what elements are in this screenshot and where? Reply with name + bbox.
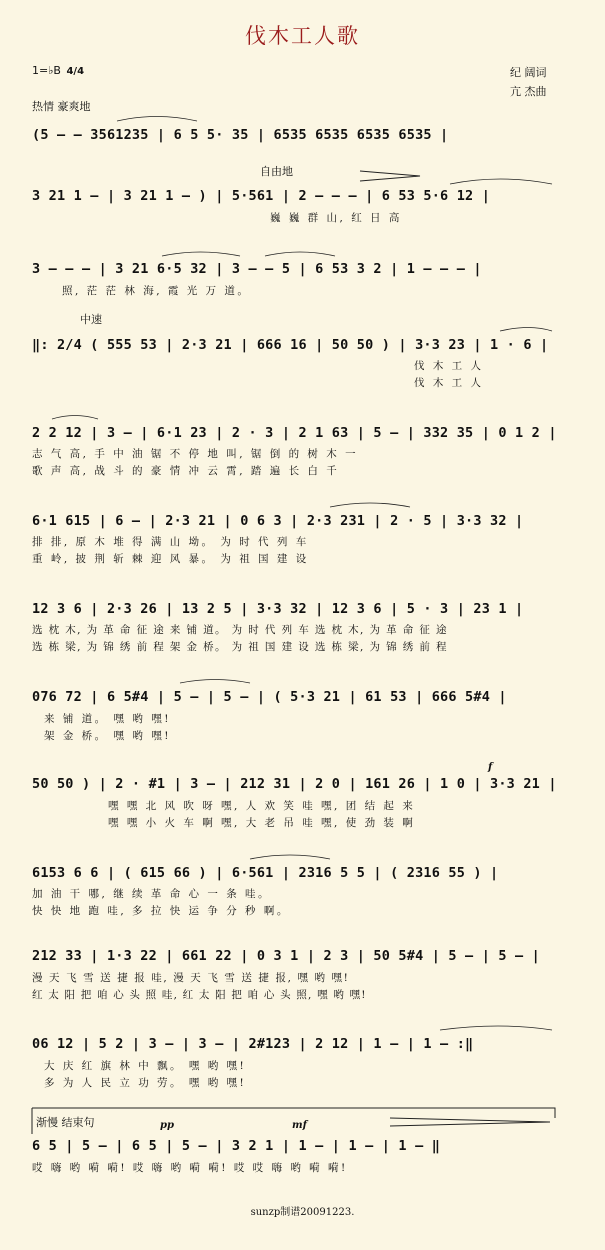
tempo-mark-intro: 热情 豪爽地 — [32, 100, 91, 113]
score-line-10: 6153 6 6 | ( 615 66 ) | 6·561 | 2316 5 5 | ( 2316 55 ) | — [32, 865, 499, 881]
slur-9 — [250, 855, 330, 859]
slur-10 — [440, 1026, 552, 1030]
score-line-3: 3 – – – | 3 21 6·5 32 | 3 – – 5 | 6 53 3 2 | 1 – – – | — [32, 261, 482, 277]
score-line-8: 076 72 | 6 5#4 | 5 – | 5 – | ( 5·3 21 | 61 53 | 666 5#4 | — [32, 689, 507, 705]
time-signature: 4/4 — [66, 66, 85, 77]
slur-1 — [117, 117, 197, 122]
transcriber-footer: sunzp制谱20091223. — [250, 1207, 355, 1218]
lyric-line-2a: 巍 巍 群 山, 红 日 高 — [270, 212, 402, 224]
lyric-line-8b: 架 金 桥。 嘿 哟 嘿! — [44, 730, 171, 742]
song-title: 伐木工人歌 — [245, 24, 360, 48]
score-line-6: 6·1 615 | 6 – | 2·3 21 | 0 6 3 | 2·3 231 | 2 · 5 | 3·3 32 | — [32, 513, 524, 529]
composer-credit: 亢 杰曲 — [510, 85, 547, 98]
score-line-11: 212 33 | 1·3 22 | 661 22 | 0 3 1 | 2 3 | 50 5#4 | 5 – | 5 – | — [32, 948, 540, 964]
lyric-line-7a: 选 枕 木, 为 革 命 征 途 来 铺 道。 为 时 代 列 车 选 枕 木, 为 革 命 征 途 — [32, 624, 448, 636]
lyric-line-6a: 排 排, 原 木 堆 得 满 山 坳。 为 时 代 列 车 — [32, 536, 309, 548]
lyric-line-9b: 嘿 嘿 小 火 车 啊 嘿, 大 老 吊 哇 嘿, 使 劲 装 啊 — [108, 817, 416, 829]
slur-6 — [52, 416, 98, 420]
tempo-mark-medium: 中速 — [80, 313, 102, 326]
key-value: 1=♭B — [32, 64, 61, 77]
score-line-7: 12 3 6 | 2·3 26 | 13 2 5 | 3·3 32 | 12 3 6 | 5 · 3 | 23 1 | — [32, 601, 524, 617]
lyric-line-10b: 快 快 地 跑 哇, 多 拉 快 运 争 分 秒 啊。 — [32, 905, 290, 917]
decrescendo-hairpin — [360, 171, 420, 181]
lyric-line-8a: 来 铺 道。 嘿 哟 嘿! — [44, 713, 171, 725]
lyric-line-5a: 志 气 高, 手 中 油 锯 不 停 地 叫, 锯 倒 的 树 木 一 — [32, 448, 359, 460]
lyric-line-11a: 漫 天 飞 雪 送 捷 报 哇, 漫 天 飞 雪 送 捷 报, 嘿 哟 嘿! — [32, 972, 350, 984]
tempo-mark-free: 自由地 — [260, 165, 293, 178]
ending-box-frame — [32, 1108, 555, 1118]
lyric-line-5b: 歌 声 高, 战 斗 的 豪 情 冲 云 霄, 踏 遍 长 白 千 — [32, 465, 340, 477]
lyric-line-12b: 多 为 人 民 立 功 劳。 嘿 哟 嘿! — [44, 1077, 247, 1089]
slur-3 — [162, 252, 240, 256]
lyric-line-4a: 伐 木 工 人 — [414, 360, 484, 372]
slur-4 — [265, 252, 335, 256]
score-line-13: 6 5 | 5 – | 6 5 | 5 – | 3 2 1 | 1 – | 1 – | 1 – ‖ — [32, 1138, 441, 1154]
score-line-2: 3 21 1 – | 3 21 1 – ) | 5·561 | 2 – – – | 6 53 5·6 12 | — [32, 188, 491, 204]
lyric-line-4b: 伐 木 工 人 — [414, 377, 484, 389]
lyric-line-6b: 重 岭, 披 荆 斩 棘 迎 风 暴。 为 祖 国 建 设 — [32, 553, 309, 565]
lyric-line-11b: 红 太 阳 把 咱 心 头 照 哇, 红 太 阳 把 咱 心 头 照, 嘿 哟 嘿! — [32, 989, 367, 1001]
slur-7 — [330, 503, 410, 507]
dynamic-pianissimo: pp — [160, 1120, 174, 1131]
slur-2 — [450, 179, 552, 184]
lyric-line-3a: 照, 茫 茫 林 海, 霞 光 万 道。 — [62, 285, 251, 297]
lyric-line-12a: 大 庆 红 旗 林 中 飘。 嘿 哟 嘿! — [44, 1060, 247, 1072]
tempo-mark-ending: 渐慢 结束句 — [36, 1116, 95, 1129]
lyricist-credit: 纪 阔词 — [510, 66, 547, 79]
lyric-line-10a: 加 油 干 哪, 继 续 革 命 心 一 条 哇。 — [32, 888, 272, 900]
score-line-1: (5 – – 3561235 | 6 5 5· 35 | 6535 6535 6535 6535 | — [32, 127, 449, 143]
lyric-line-7b: 选 栋 梁, 为 锦 绣 前 程 架 金 桥。 为 祖 国 建 设 选 栋 梁, 为 锦 绣 前 程 — [32, 641, 448, 653]
slur-8 — [180, 680, 250, 684]
score-line-12: 06 12 | 5 2 | 3 – | 3 – | 2#123 | 2 12 | 1 – | 1 – :‖ — [32, 1036, 474, 1052]
score-line-5: 2 2 12 | 3 – | 6·1 23 | 2 · 3 | 2 1 63 | 5 – | 332 35 | 0 1 2 | — [32, 425, 557, 441]
ending-hairpin — [390, 1118, 550, 1126]
score-line-9: 50 50 ) | 2 · #1 | 3 – | 212 31 | 2 0 | 161 26 | 1 0 | 3·3 21 | — [32, 776, 557, 792]
dynamic-forte: f — [488, 762, 493, 773]
score-line-4: ‖: 2/4 ( 555 53 | 2·3 21 | 666 16 | 50 50 ) | 3·3 23 | 1 · 6 | — [32, 337, 549, 353]
lyric-line-13a: 哎 嗨 哟 嗬 嗬! 哎 嗨 哟 嗬 嗬! 哎 哎 嗨 哟 嗬 嗬! — [32, 1162, 348, 1174]
lyric-line-9a: 嘿 嘿 北 风 吹 呀 嘿, 人 欢 笑 哇 嘿, 团 结 起 来 — [108, 800, 416, 812]
dynamic-mezzo-forte: mf — [292, 1120, 307, 1131]
slur-5 — [500, 328, 552, 332]
